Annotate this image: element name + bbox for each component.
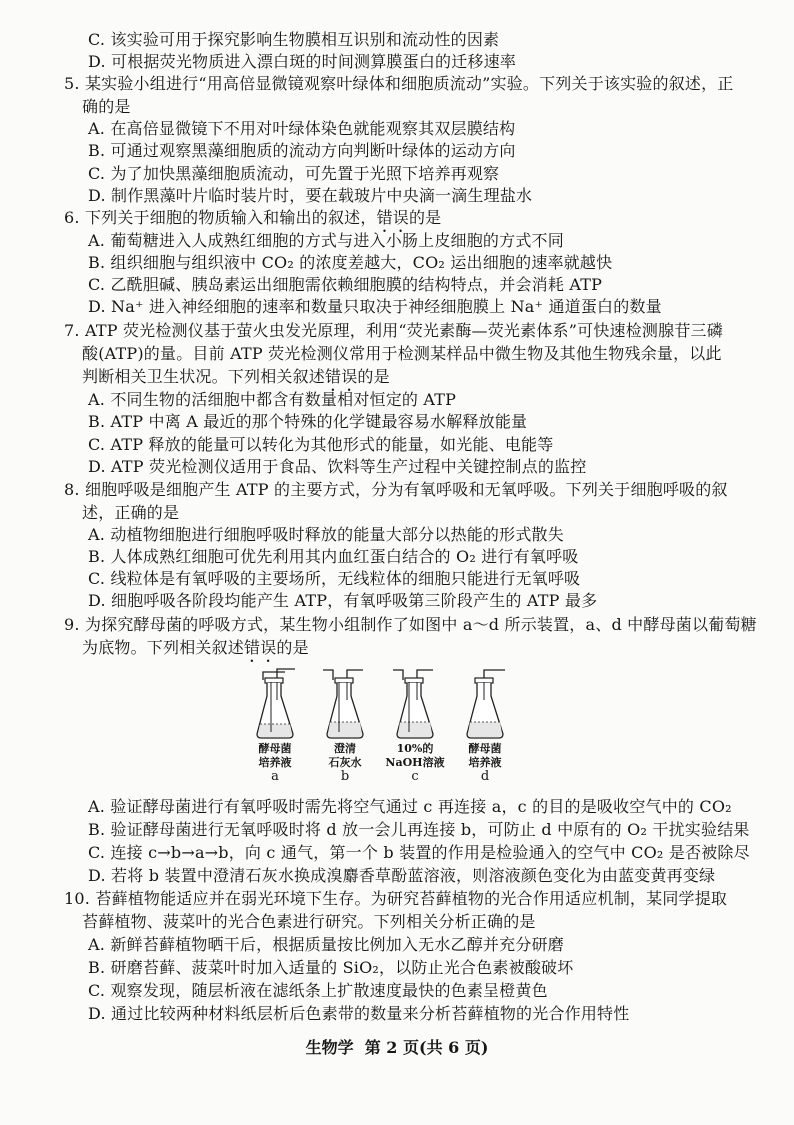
flask-a-icon <box>257 669 295 738</box>
q9-stem-line2-prefix: 为底物。下列相关叙述 <box>82 638 245 657</box>
q7-stem-line1: 7. ATP 荧光检测仪基于萤火虫发光原理，利用“荧光素酶—荧光素体系”可快速检测腺苷三磷 <box>64 321 723 340</box>
flask-c-label <box>385 742 445 770</box>
flask-d-label-line1: 酵母菌 <box>468 742 502 755</box>
q8-option-b: B. 人体成熟红细胞可优先利用其内血红蛋白结合的 O₂ 进行有氧呼吸 <box>88 547 579 566</box>
q6-option-d: D. Na⁺ 进入神经细胞的速率和数量只取决于神经细胞膜上 Na⁺ 通道蛋白的数量 <box>88 297 662 316</box>
q6-stem-emph: 错误 <box>376 208 409 227</box>
q9-option-a: A. 验证酵母菌进行有氧呼吸时需先将空气通过 c 再连接 a，c 的目的是吸收空气中的 CO₂ <box>88 797 732 816</box>
q9-stem-line2-suffix: 的是 <box>276 638 309 657</box>
page-footer <box>0 1035 794 1058</box>
flask-d-letter: d <box>480 769 490 784</box>
q6-option-c: C. 乙酰胆碱、胰岛素运出细胞需依赖细胞膜的结构特点，并会消耗 ATP <box>88 275 603 294</box>
flask-c-label-line2: NaOH溶液 <box>385 756 445 769</box>
q5-stem-line2: 确的是 <box>82 97 131 116</box>
flask-a-label-line1: 酵母菌 <box>258 742 292 755</box>
q7-stem-emph: 错误 <box>325 367 358 386</box>
flask-d-label <box>455 742 515 770</box>
flask-a-label-line2: 培养液 <box>258 756 292 769</box>
q8-option-a: A. 动植物细胞进行细胞呼吸时释放的能量大部分以热能的形式散失 <box>88 525 564 544</box>
flask-b-label-line2: 石灰水 <box>328 756 362 769</box>
q4-option-d: D. 可根据荧光物质进入漂白斑的时间测算膜蛋白的迁移速率 <box>88 52 517 71</box>
flask-d-icon <box>467 670 505 738</box>
q5-stem-line1: 5. 某实验小组进行“用高倍显微镜观察叶绿体和细胞质流动”实验。下列关于该实验的叙述，正 <box>64 74 734 93</box>
q10-stem-line1: 10. 苔藓植物能适应并在弱光环境下生存。为研究苔藓植物的光合作用适应机制，某同学提取 <box>64 889 728 908</box>
flask-c-label-line1: 10%的 <box>396 742 434 755</box>
flask-a-label <box>245 742 305 770</box>
q9-option-d: D. 若将 b 装置中澄清石灰水换成溴麝香草酚蓝溶液，则溶液颜色变化为由蓝变黄再变绿 <box>88 866 716 885</box>
q5-option-d: D. 制作黑藻叶片临时装片时，要在载玻片中央滴一滴生理盐水 <box>88 186 533 205</box>
flask-drawings <box>255 666 525 746</box>
q9-stem-line1: 9. 为探究酵母菌的呼吸方式，某生物小组制作了如图中 a～d 所示装置，a、d 中酵母菌以葡萄糖 <box>64 615 757 634</box>
flask-b-label-line1: 澄清 <box>334 742 356 755</box>
q10-option-c: C. 观察发现，随层析液在滤纸条上扩散速度最快的色素呈橙黄色 <box>88 981 548 1000</box>
q10-option-a: A. 新鲜苔藓植物晒干后，根据质量按比例加入无水乙醇并充分研磨 <box>88 935 564 954</box>
q7-option-b: B. ATP 中离 A 最近的那个特殊的化学键最容易水解释放能量 <box>88 412 528 431</box>
flask-a-letter: a <box>271 769 279 784</box>
q6-option-b: B. 组织细胞与组织液中 CO₂ 的浓度差越大，CO₂ 运出细胞的速率就越快 <box>88 253 613 272</box>
q10-option-b: B. 研磨苔藓、菠菜叶时加入适量的 SiO₂，以防止光合色素被酸破坏 <box>88 958 574 977</box>
flask-apparatus-figure <box>255 666 525 784</box>
q8-option-c: C. 线粒体是有氧呼吸的主要场所，无线粒体的细胞只能进行无氧呼吸 <box>88 569 581 588</box>
q5-option-c: C. 为了加快黑藻细胞质流动，可先置于光照下培养再观察 <box>88 164 500 183</box>
q9-option-b: B. 验证酵母菌进行无氧呼吸时将 d 放一会儿再连接 b，可防止 d 中原有的 O₂ 干扰实验结果 <box>88 820 750 839</box>
q9-option-c: C. 连接 c→b→a→b，向 c 通气，第一个 b 装置的作用是检验通入的空气中 CO₂ 是否被除尽 <box>88 843 750 862</box>
q10-stem-line2: 苔藓植物、菠菜叶的光合色素进行研究。下列相关分析正确的是 <box>82 912 536 931</box>
flask-b-letter: b <box>340 769 350 784</box>
q6-option-a: A. 葡萄糖进入人成熟红细胞的方式与进入小肠上皮细胞的方式不同 <box>88 231 564 250</box>
flask-c-letter: c <box>411 769 419 784</box>
q8-stem-line1: 8. 细胞呼吸是细胞产生 ATP 的主要方式，分为有氧呼吸和无氧呼吸。下列关于细胞呼吸的叙 <box>64 480 728 499</box>
q9-stem-emph: 错误 <box>244 638 277 657</box>
flask-b-icon <box>323 670 363 738</box>
q7-stem-line2: 酸(ATP)的量。目前 ATP 荧光检测仪常用于检测某样品中微生物及其他生物残余量，以此 <box>82 344 722 363</box>
q6-stem-suffix: 的是 <box>408 208 442 227</box>
q6-stem-prefix: 6. 下列关于细胞的物质输入和输出的叙述， <box>64 208 377 227</box>
q7-option-d: D. ATP 荧光检测仪适用于食品、饮料等生产过程中关键控制点的监控 <box>88 457 587 476</box>
q8-option-d: D. 细胞呼吸各阶段均能产生 ATP，有氧呼吸第三阶段产生的 ATP 最多 <box>88 591 598 610</box>
flask-c-icon <box>393 670 433 738</box>
flask-b-label <box>315 742 375 770</box>
q7-stem-line3-suffix: 的是 <box>357 367 390 386</box>
q9-stem-line2 <box>82 637 309 666</box>
footer-page: 第 2 页(共 6 页) <box>364 1038 489 1057</box>
q5-option-b: B. 可通过观察黑藻细胞质的流动方向判断叶绿体的运动方向 <box>88 141 516 160</box>
footer-subject: 生物学 <box>305 1038 354 1057</box>
flask-d-label-line2: 培养液 <box>468 756 502 769</box>
q7-option-c: C. ATP 释放的能量可以转化为其他形式的能量，如光能、电能等 <box>88 435 554 454</box>
q10-option-d: D. 通过比较两种材料纸层析后色素带的数量来分析苔藓植物的光合作用特性 <box>88 1004 630 1023</box>
q7-option-a: A. 不同生物的活细胞中都含有数量相对恒定的 ATP <box>88 390 457 409</box>
q4-option-c: C. 该实验可用于探究影响生物膜相互识别和流动性的因素 <box>88 30 500 49</box>
q8-stem-line2: 述，正确的是 <box>82 503 180 522</box>
q7-stem-line3-prefix: 判断相关卫生状况。下列相关叙述 <box>82 367 326 386</box>
q5-option-a: A. 在高倍显微镜下不用对叶绿体染色就能观察其双层膜结构 <box>88 119 516 138</box>
